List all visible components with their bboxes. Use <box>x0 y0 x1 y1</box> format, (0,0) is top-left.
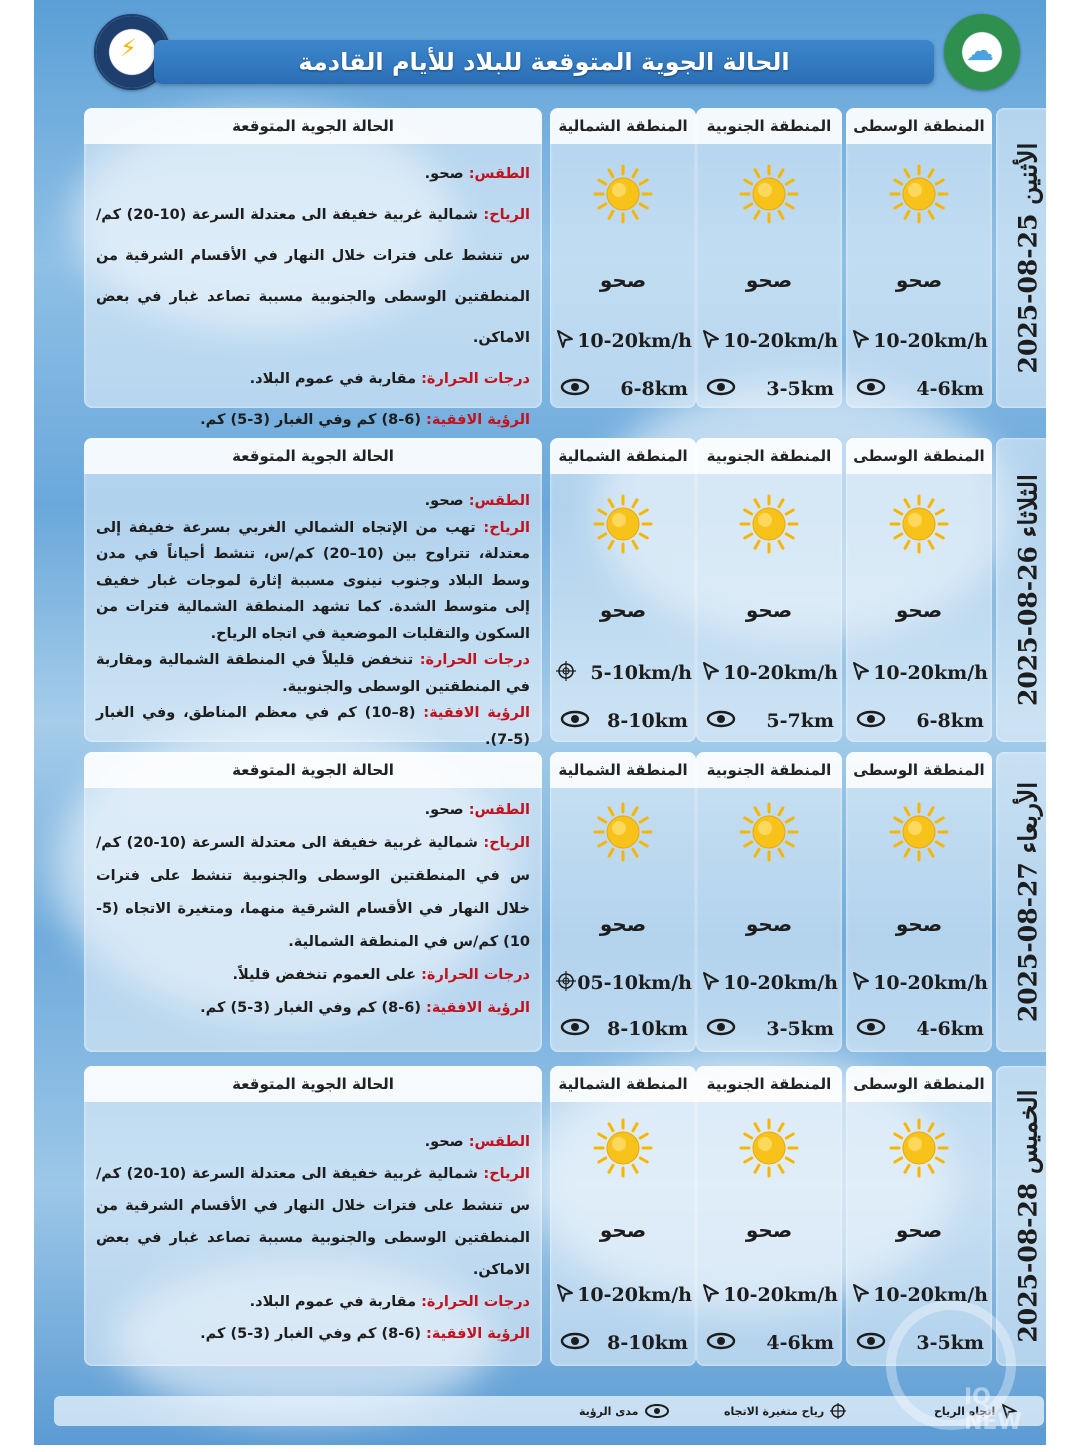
eye-icon <box>560 378 590 396</box>
region-visibility <box>856 708 984 734</box>
region-condition: صحو <box>895 1218 943 1242</box>
region-name: المنطقة الشمالية <box>550 438 696 474</box>
region-condition: صحو <box>895 912 943 936</box>
visibility-text: (6-8) كم وفي الغبار (3-5) كم. <box>200 412 421 428</box>
eye-icon-wrapper <box>856 710 886 733</box>
region-visibility-value: 4-6km <box>916 378 984 400</box>
sunny-icon <box>739 802 799 862</box>
eye-icon <box>706 1018 736 1036</box>
region-card <box>696 1066 842 1366</box>
wind-direction-icon <box>556 329 574 349</box>
temperature-label: درجات الحرارة: <box>419 652 530 668</box>
region-condition: صحو <box>599 268 647 292</box>
weather-line <box>96 488 530 515</box>
day-forecast <box>84 108 1046 428</box>
region-condition: صحو <box>745 268 793 292</box>
eye-icon-wrapper <box>706 1018 736 1041</box>
eye-icon-wrapper <box>856 1018 886 1041</box>
region-visibility <box>706 1016 834 1042</box>
temperature-label: درجات الحرارة: <box>421 371 530 387</box>
sunny-icon <box>739 164 799 224</box>
region-card <box>696 108 842 408</box>
visibility-label: الرؤية الافقية: <box>423 705 530 721</box>
wind-direction-icon <box>852 1283 870 1303</box>
date-panel <box>996 438 1046 742</box>
region-visibility <box>856 376 984 402</box>
region-condition: صحو <box>895 268 943 292</box>
eye-icon-wrapper <box>560 1018 590 1041</box>
day-forecast <box>84 438 1046 748</box>
visibility-line <box>96 992 530 1025</box>
weather-line <box>96 154 530 195</box>
wind-label: الرياح: <box>483 835 530 851</box>
region-wind-speed: 10-20km/h <box>873 1284 988 1306</box>
legend-visibility-label: مدى الرؤية <box>579 1404 639 1418</box>
eye-icon <box>706 710 736 728</box>
temperature-line <box>96 647 530 700</box>
eye-icon-wrapper <box>706 378 736 401</box>
wind-direction-icon <box>852 971 870 991</box>
region-visibility-value: 3-5km <box>766 1018 834 1040</box>
region-visibility-value: 6-8km <box>620 378 688 400</box>
temperature-text: مقاربة في عموم البلاد. <box>249 1294 417 1310</box>
variable-wind-icon <box>556 661 576 681</box>
weather-label: الطقس: <box>468 493 530 509</box>
wind-icon-wrapper <box>852 329 870 354</box>
wind-line <box>96 515 530 648</box>
weather-text: صحو. <box>424 166 464 182</box>
region-wind-speed: 10-20km/h <box>577 1284 692 1306</box>
region-card <box>696 438 842 742</box>
temperature-text: مقاربة في عموم البلاد. <box>249 371 417 387</box>
wind-line <box>96 1158 530 1286</box>
legend-variable-wind <box>724 1401 846 1421</box>
region-wind-speed: 10-20km/h <box>873 662 988 684</box>
visibility-label: الرؤية الافقية: <box>426 1326 530 1342</box>
wind-icon-wrapper <box>702 1283 720 1308</box>
region-visibility-value: 4-6km <box>766 1332 834 1354</box>
eye-icon <box>560 710 590 728</box>
region-wind-speed: 10-20km/h <box>723 662 838 684</box>
region-name: المنطقة الجنوبية <box>696 1066 842 1102</box>
wind-direction-icon <box>852 661 870 681</box>
weather-label: الطقس: <box>468 1134 530 1150</box>
wind-direction-icon <box>702 661 720 681</box>
visibility-line <box>96 700 530 753</box>
wind-label: الرياح: <box>483 519 530 536</box>
region-visibility-value: 8-10km <box>607 710 688 732</box>
region-wind-speed: 10-20km/h <box>723 972 838 994</box>
region-visibility <box>560 1016 688 1042</box>
region-wind <box>852 328 988 354</box>
wind-icon-wrapper <box>556 329 574 354</box>
region-visibility <box>706 376 834 402</box>
region-wind <box>702 970 838 996</box>
weather-line <box>96 794 530 827</box>
sunny-icon <box>593 494 653 554</box>
region-wind <box>852 660 988 686</box>
wind-direction-icon <box>702 329 720 349</box>
legend-bar <box>54 1396 1044 1426</box>
sunny-icon <box>889 1118 949 1178</box>
region-wind <box>702 328 838 354</box>
region-card <box>550 108 696 408</box>
region-wind <box>556 1282 692 1308</box>
watermark-text: IQ NEW <box>964 1385 1022 1435</box>
region-wind <box>852 970 988 996</box>
region-condition: صحو <box>745 912 793 936</box>
eye-icon-wrapper <box>560 710 590 733</box>
eye-icon <box>856 378 886 396</box>
weather-text: صحو. <box>424 493 464 509</box>
region-name: المنطقة الجنوبية <box>696 752 842 788</box>
wind-text: شمالية غربية خفيفة الى معتدلة السرعة (10-20) كم/س تنشط على فترات خلال النهار في الأقسام الشرقية من المنطقتين الوسطى والجنوبية مسببة تصاعد غبار في بعض الاماكن. <box>96 207 530 346</box>
region-wind-speed: 10-20km/h <box>577 330 692 352</box>
forecast-date: 2025-08-27 الأربعاء <box>1013 781 1043 1023</box>
wind-icon-wrapper <box>852 661 870 686</box>
region-visibility-value: 8-10km <box>607 1332 688 1354</box>
region-card <box>550 438 696 742</box>
eye-icon <box>706 1332 736 1350</box>
weather-text: صحو. <box>424 802 464 818</box>
temperature-line <box>96 359 530 400</box>
region-visibility <box>560 1330 688 1356</box>
region-card <box>846 752 992 1052</box>
forecast-text-header: الحالة الجوية المتوقعة <box>84 1066 542 1102</box>
forecast-text-panel <box>84 108 542 428</box>
weather-line <box>96 1126 530 1158</box>
eye-icon-wrapper <box>856 378 886 401</box>
visibility-label: الرؤية الافقية: <box>426 412 530 428</box>
region-card <box>846 108 992 408</box>
wind-text: تهب من الإتجاه الشمالي الغربي بسرعة خفيفة إلى معتدلة، تتراوح بين (10–20) كم/س، تنشط أحياناً في مدن وسط البلاد وجنوب نينوى مسببة إثارة لموجات غبار خفيف إلى متوسط الشدة. كما تشهد المنطقة الشمالية فترات من السكون والتقلبات الموضعية في اتجاه الرياح. <box>96 519 530 642</box>
legend-wind-direction-label: اتجاه الرياح <box>934 1404 996 1418</box>
sunny-icon <box>593 164 653 224</box>
wind-icon-wrapper <box>702 329 720 354</box>
region-wind <box>702 1282 838 1308</box>
wind-line <box>96 827 530 959</box>
region-visibility-value: 5-7km <box>766 710 834 732</box>
forecast-text-body <box>96 488 530 753</box>
region-visibility-value: 3-5km <box>766 378 834 400</box>
variable-wind-icon <box>830 1403 846 1419</box>
region-wind-speed: 5-10km/h <box>590 662 692 684</box>
forecast-date: 2025-08-25 الأثنين <box>1013 142 1043 374</box>
region-visibility-value: 3-5km <box>916 1332 984 1354</box>
region-condition: صحو <box>599 1218 647 1242</box>
visibility-text: (6-8) كم وفي الغبار (3-5) كم. <box>200 1326 421 1342</box>
wind-line <box>96 195 530 359</box>
visibility-text: (8–10) كم في معظم المناطق، وفي الغبار (5-7). <box>96 705 530 748</box>
eye-icon-wrapper <box>560 378 590 401</box>
region-visibility <box>856 1016 984 1042</box>
temperature-line <box>96 1286 530 1318</box>
region-wind-speed: 10-20km/h <box>873 330 988 352</box>
eye-icon <box>560 1332 590 1350</box>
temperature-text: على العموم تنخفض قليلاً. <box>232 967 417 983</box>
region-name: المنطقة الوسطى <box>846 752 992 788</box>
region-name: المنطقة الجنوبية <box>696 108 842 144</box>
visibility-line <box>96 1318 530 1350</box>
region-visibility <box>706 1330 834 1356</box>
region-wind-speed: 05-10km/h <box>577 972 692 994</box>
wind-direction-icon <box>852 329 870 349</box>
date-panel <box>996 108 1046 408</box>
eye-icon <box>856 1332 886 1350</box>
wind-icon-wrapper <box>556 1283 574 1308</box>
wind-label: الرياح: <box>483 1166 530 1182</box>
region-condition: صحو <box>599 912 647 936</box>
temperature-line <box>96 959 530 992</box>
eye-icon-wrapper <box>560 1332 590 1355</box>
sunny-icon <box>889 164 949 224</box>
sunny-icon <box>593 802 653 862</box>
page-title-bar <box>154 40 934 84</box>
eye-icon <box>644 1403 670 1419</box>
variable-wind-icon <box>556 971 576 991</box>
weather-text: صحو. <box>424 1134 464 1150</box>
wind-direction-icon <box>556 1283 574 1303</box>
date-panel <box>996 752 1046 1052</box>
wind-text: شمالية غربية خفيفة الى معتدلة السرعة (10-20) كم/س في المنطقتين الوسطى والجنوبية تنشط على فترات خلال النهار في الأقسام الشرقية منهما، ومتغيرة الاتجاه (5-10) كم/س في المنطقة الشمالية. <box>96 835 530 950</box>
forecast-text-header: الحالة الجوية المتوقعة <box>84 108 542 144</box>
wind-label: الرياح: <box>483 207 530 223</box>
region-wind <box>702 660 838 686</box>
region-card <box>846 438 992 742</box>
forecast-sheet <box>34 0 1046 1445</box>
region-wind <box>556 660 692 686</box>
region-condition: صحو <box>599 598 647 622</box>
region-wind-speed: 10-20km/h <box>723 1284 838 1306</box>
forecast-text-panel <box>84 752 542 1052</box>
wind-icon-wrapper <box>702 661 720 686</box>
wind-direction-icon <box>702 1283 720 1303</box>
region-visibility <box>560 376 688 402</box>
region-card <box>696 752 842 1052</box>
eye-icon-wrapper <box>706 710 736 733</box>
region-visibility-value: 4-6km <box>916 1018 984 1040</box>
temperature-label: درجات الحرارة: <box>421 967 530 983</box>
eye-icon-wrapper <box>706 1332 736 1355</box>
forecast-text-panel <box>84 438 542 748</box>
region-wind-speed: 10-20km/h <box>723 330 838 352</box>
date-panel <box>996 1066 1046 1366</box>
eye-icon <box>856 1018 886 1036</box>
region-visibility-value: 8-10km <box>607 1018 688 1040</box>
region-visibility-value: 6-8km <box>916 710 984 732</box>
forecast-text-header: الحالة الجوية المتوقعة <box>84 752 542 788</box>
forecast-date: 2025-08-26 الثلاثاء <box>1013 474 1043 706</box>
region-name: المنطقة الوسطى <box>846 1066 992 1102</box>
region-name: المنطقة الوسطى <box>846 438 992 474</box>
region-name: المنطقة الشمالية <box>550 752 696 788</box>
day-forecast <box>84 752 1046 1052</box>
wind-icon-wrapper <box>852 1283 870 1308</box>
wind-direction-icon <box>702 971 720 991</box>
region-wind-speed: 10-20km/h <box>873 972 988 994</box>
forecast-text-body <box>96 154 530 441</box>
temperature-label: درجات الحرارة: <box>421 1294 530 1310</box>
forecast-text-body <box>96 1126 530 1350</box>
meteorological-organization-logo <box>944 14 1020 90</box>
wind-icon-wrapper <box>556 661 576 686</box>
wind-text: شمالية غربية خفيفة الى معتدلة السرعة (10-20) كم/س تنشط على فترات خلال النهار في الأقسام الشرقية من المنطقتين الوسطى والجنوبية مسببة تصاعد غبار في بعض الاماكن. <box>96 1166 530 1278</box>
forecast-text-header: الحالة الجوية المتوقعة <box>84 438 542 474</box>
region-condition: صحو <box>745 598 793 622</box>
eye-icon <box>560 1018 590 1036</box>
wind-icon-wrapper <box>852 971 870 996</box>
region-visibility <box>706 708 834 734</box>
region-wind <box>556 970 692 996</box>
eye-icon <box>856 710 886 728</box>
forecast-date: 2025-08-28 الخميس <box>1013 1089 1043 1343</box>
weather-label: الطقس: <box>468 166 530 182</box>
sunny-icon <box>889 494 949 554</box>
page-title: الحالة الجوية المتوقعة للبلاد للأيام القادمة <box>298 48 790 76</box>
temperature-text: تنخفض قليلاً في المنطقة الشمالية ومقاربة في المنطقتين الوسطى والجنوبية. <box>96 652 530 695</box>
region-wind <box>556 328 692 354</box>
forecast-text-panel <box>84 1066 542 1366</box>
region-visibility <box>560 708 688 734</box>
wind-icon-wrapper <box>702 971 720 996</box>
region-condition: صحو <box>895 598 943 622</box>
sunny-icon <box>593 1118 653 1178</box>
region-card <box>550 1066 696 1366</box>
region-name: المنطقة الوسطى <box>846 108 992 144</box>
region-card <box>550 752 696 1052</box>
sunny-icon <box>739 1118 799 1178</box>
visibility-label: الرؤية الافقية: <box>426 1000 530 1016</box>
wind-icon-wrapper <box>556 971 576 996</box>
weather-label: الطقس: <box>468 802 530 818</box>
region-name: المنطقة الشمالية <box>550 1066 696 1102</box>
region-name: المنطقة الجنوبية <box>696 438 842 474</box>
legend-visibility <box>579 1401 670 1421</box>
sunny-icon <box>739 494 799 554</box>
region-name: المنطقة الشمالية <box>550 108 696 144</box>
visibility-line <box>96 400 530 441</box>
eye-icon-wrapper <box>856 1332 886 1355</box>
sunny-icon <box>889 802 949 862</box>
eye-icon <box>706 378 736 396</box>
forecast-text-body <box>96 794 530 1025</box>
visibility-text: (6-8) كم وفي الغبار (3-5) كم. <box>200 1000 421 1016</box>
region-condition: صحو <box>745 1218 793 1242</box>
legend-variable-wind-label: رياح متغيرة الاتجاه <box>724 1404 825 1418</box>
